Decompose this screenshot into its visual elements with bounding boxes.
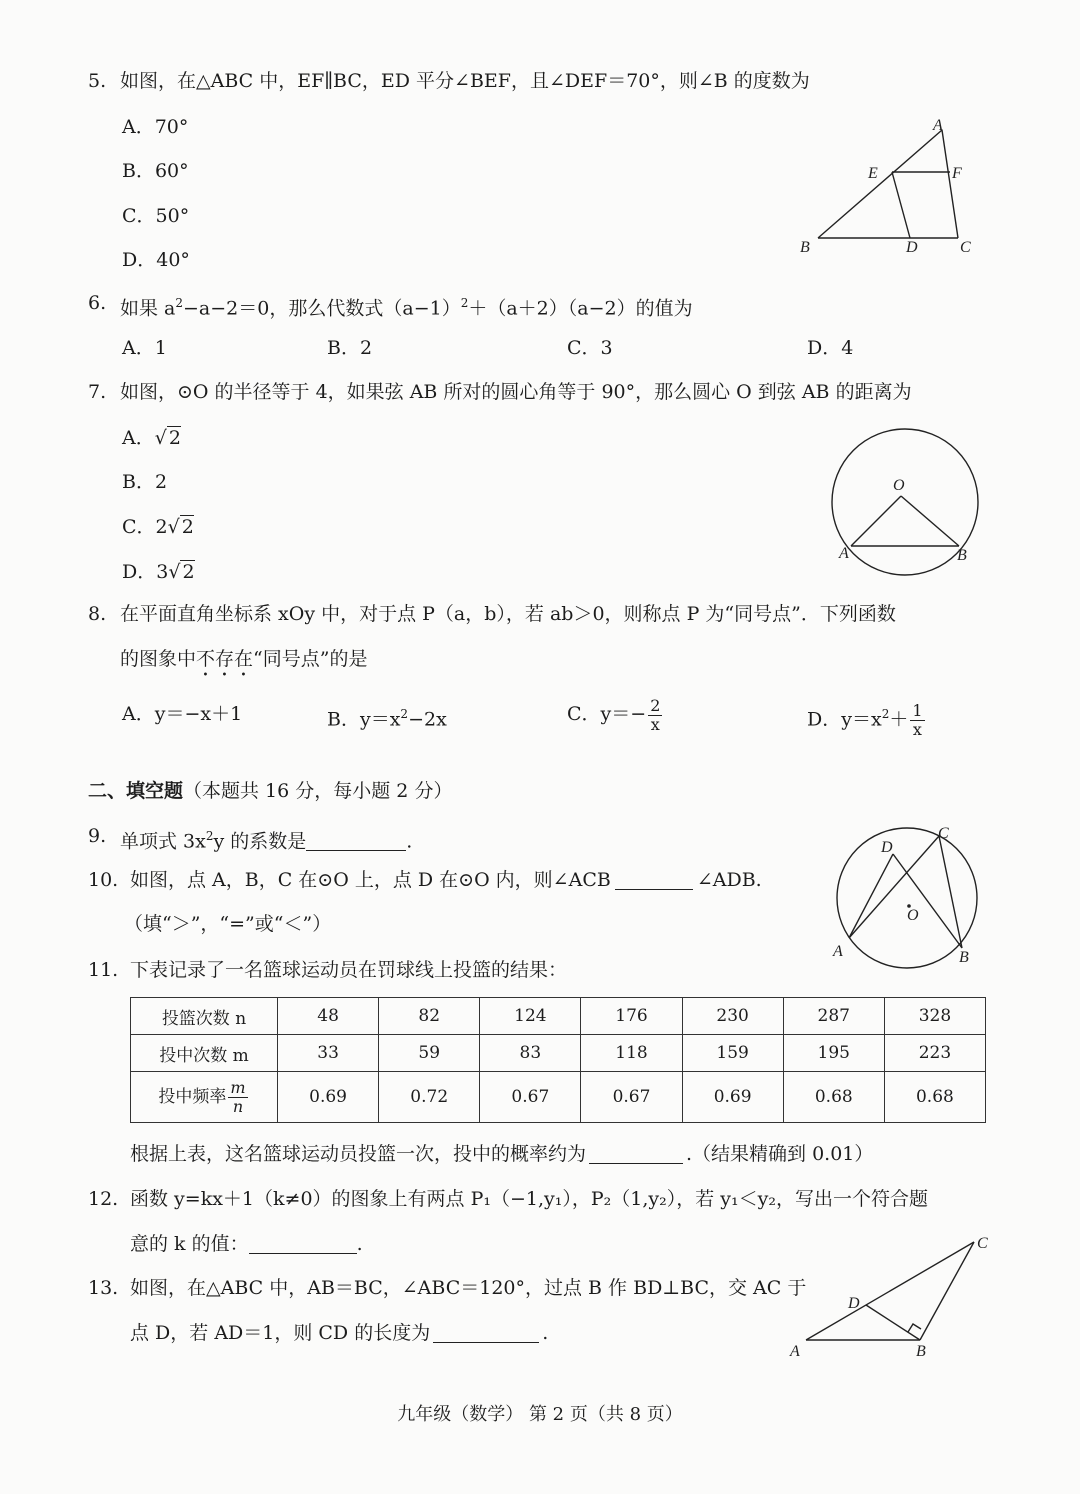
- q8-option-a: A．y＝−x＋1: [122, 703, 243, 725]
- q10-label-b: B: [959, 949, 969, 966]
- q5-label-b: B: [800, 239, 810, 256]
- q6-stem: [120, 290, 693, 321]
- table-cell: 33: [278, 1035, 379, 1072]
- q7-label-o: O: [893, 477, 905, 494]
- q9-answer-blank[interactable]: [306, 830, 406, 851]
- q10-label-c: C: [938, 825, 949, 842]
- q8-option-d-pre: D．y＝x: [807, 708, 882, 731]
- q10-circle-figure: [825, 816, 995, 976]
- q5-label-c: C: [960, 239, 971, 256]
- q13-line2-post: .: [542, 1322, 549, 1344]
- q8-stem-line1: 在平面直角坐标系 xOy 中，对于点 P（a，b），若 ab＞0，则称点 P 为“同号点”．下列函数: [120, 603, 896, 625]
- q10-line2: （填“＞”，“=”或“＜”）: [124, 913, 332, 935]
- q7-circle-figure: [825, 428, 995, 578]
- q11-stem: 下表记录了一名篮球运动员在罚球线上投篮的结果：: [130, 959, 568, 981]
- table-cell: 159: [682, 1035, 783, 1072]
- q10-label-d: D: [881, 839, 893, 856]
- section-note: （本题共 16 分，每小题 2 分）: [183, 780, 453, 802]
- q5-option-d: D．40°: [122, 249, 190, 271]
- q7-option-c: C．2√ 2: [122, 516, 194, 538]
- q13-label-a: A: [790, 1343, 800, 1360]
- q13-label-d: D: [848, 1295, 860, 1312]
- q8-option-c-den: x: [650, 714, 660, 734]
- q12-line1: 函数 y=kx＋1（k≠0）的图象上有两点 P₁（−1,y₁），P₂（1,y₂），若 y₁＜y₂，写出一个符合题: [130, 1188, 928, 1210]
- q10-label-a: A: [833, 943, 843, 960]
- q6-stem-post: ＋（a＋2）（a−2）的值为: [468, 297, 693, 320]
- table-row-shots: [131, 998, 986, 1035]
- table-cell: 328: [884, 998, 985, 1035]
- q13-label-b: B: [916, 1343, 926, 1360]
- q12-number: 12.: [88, 1188, 119, 1210]
- q8-option-c: [567, 692, 664, 736]
- q7-option-b: B．2: [122, 471, 168, 493]
- table-header-rates-fraction: [228, 1079, 247, 1116]
- q8-stem-line2-pre: 的图象中: [120, 648, 197, 670]
- table-header-rates-label: 投中频率: [158, 1086, 227, 1107]
- q11-number: 11.: [88, 959, 119, 981]
- table-cell: 118: [581, 1035, 682, 1072]
- q7-option-c-radicand: 2: [181, 516, 194, 538]
- q13-line2-pre: 点 D，若 AD＝1，则 CD 的长度为: [130, 1322, 431, 1344]
- q5-option-a: A．70°: [122, 116, 189, 138]
- q7-stem: 如图，⊙O 的半径等于 4，如果弦 AB 所对的圆心角等于 90°，那么圆心 O 到弦 AB 的距离为: [120, 381, 912, 403]
- q6-stem-mid: −a−2＝0，那么代数式（a−1）: [183, 297, 461, 320]
- q6-stem-pre: 如果 a: [120, 297, 176, 320]
- q10-stem: [130, 867, 762, 893]
- q8-option-b-post: −2x: [408, 708, 447, 731]
- q10-stem-post: ∠ADB.: [696, 869, 762, 891]
- table-cell: 124: [480, 998, 581, 1035]
- q13-line1: 如图，在△ABC 中，AB＝BC，∠ABC＝120°，过点 B 作 BD⊥BC，交 AC 于: [130, 1277, 807, 1299]
- table-header-rates: [131, 1072, 278, 1123]
- table-cell: 0.72: [379, 1072, 480, 1123]
- q8-number: 8.: [88, 603, 107, 625]
- table-cell: 82: [379, 998, 480, 1035]
- table-row-rates: [131, 1072, 986, 1123]
- q5-triangle-figure: [790, 110, 990, 260]
- q11-frequency-table: [130, 997, 986, 1123]
- q8-option-d: [807, 692, 927, 741]
- q7-option-d: D．3√ 2: [122, 561, 195, 583]
- table-cell: 0.67: [581, 1072, 682, 1123]
- q6-stem-sup2: 2: [460, 296, 469, 310]
- q8-option-d-sup: 2: [881, 707, 890, 721]
- table-cell: 0.67: [480, 1072, 581, 1123]
- q8-option-c-pre: C．y＝−: [567, 703, 647, 725]
- q7-option-a: A．√ 2: [122, 427, 181, 449]
- table-cell: 48: [278, 998, 379, 1035]
- q10-number: 10.: [88, 869, 119, 891]
- q5-option-b: B．60°: [122, 160, 189, 182]
- table-cell: 0.69: [278, 1072, 379, 1123]
- q6-number: 6.: [88, 292, 107, 314]
- q7-option-a-prefix: A．: [122, 427, 155, 449]
- q13-label-c: C: [977, 1235, 988, 1252]
- q6-option-b: B．2: [327, 337, 373, 359]
- q8-option-b: [327, 701, 447, 732]
- q7-option-c-prefix: C．2: [122, 516, 168, 538]
- table-cell: 59: [379, 1035, 480, 1072]
- q10-answer-blank[interactable]: [615, 869, 693, 890]
- table-cell: 0.69: [682, 1072, 783, 1123]
- q7-option-d-prefix: D．3: [122, 561, 169, 583]
- q6-stem-sup1: 2: [175, 296, 184, 310]
- q8-option-d-den: x: [912, 719, 922, 739]
- q10-label-o: O: [907, 907, 919, 924]
- table-header-hits: 投中次数 m: [131, 1035, 278, 1072]
- q9-number: 9.: [88, 825, 107, 847]
- q8-option-b-sup: 2: [400, 707, 409, 721]
- q5-label-d: D: [906, 239, 918, 256]
- q5-label-a: A: [933, 117, 943, 134]
- q6-option-a: A．1: [122, 337, 167, 359]
- table-cell: 223: [884, 1035, 985, 1072]
- q11-answer-blank[interactable]: [589, 1143, 683, 1164]
- q5-stem: 如图，在△ABC 中，EF∥BC，ED 平分∠BEF，且∠DEF＝70°，则∠B 的度数为: [120, 70, 810, 92]
- q6-option-c: C．3: [567, 337, 613, 359]
- q7-number: 7.: [88, 381, 107, 403]
- q8-stem-line2-post: “同号点”的是: [253, 648, 368, 670]
- q9-stem-post: y 的系数是: [213, 830, 307, 853]
- q7-label-a: A: [839, 545, 849, 562]
- table-cell: 230: [682, 998, 783, 1035]
- q10-stem-pre: 如图，点 A，B，C 在⊙O 上，点 D 在⊙O 内，则∠ACB: [130, 869, 611, 891]
- q5-label-f: F: [952, 165, 962, 182]
- table-header-shots: 投篮次数 n: [131, 998, 278, 1035]
- table-row-hits: [131, 1035, 986, 1072]
- table-cell: 176: [581, 998, 682, 1035]
- q12-line2-post: .: [356, 1233, 363, 1255]
- q7-label-b: B: [957, 547, 967, 564]
- q8-option-b-pre: B．y＝x: [327, 708, 401, 731]
- q7-option-d-radicand: 2: [182, 561, 195, 583]
- q13-number: 13.: [88, 1277, 119, 1299]
- q9-stem: [120, 823, 412, 854]
- q8-option-c-num: 2: [650, 695, 661, 715]
- q12-line2: [130, 1231, 363, 1257]
- q8-option-d-num: 1: [912, 700, 923, 720]
- q8-stem-emphasis: 不存在: [196, 648, 254, 670]
- q5-option-c: C．50°: [122, 205, 190, 227]
- table-cell: 287: [783, 998, 884, 1035]
- table-cell: 195: [783, 1035, 884, 1072]
- q13-line2: [130, 1320, 548, 1346]
- q11-after: [130, 1141, 873, 1167]
- table-cell: 83: [480, 1035, 581, 1072]
- q13-triangle-figure: [780, 1228, 1000, 1363]
- q8-stem-line2: [120, 646, 367, 681]
- q8-option-d-fraction: [910, 702, 924, 739]
- q11-after-post: .（结果精确到 0.01）: [686, 1143, 874, 1165]
- q12-answer-blank[interactable]: [249, 1233, 357, 1254]
- q8-option-c-fraction: [648, 697, 662, 734]
- q11-after-pre: 根据上表，这名篮球运动员投篮一次，投中的概率约为: [130, 1143, 587, 1165]
- q9-stem-sup: 2: [205, 829, 214, 843]
- q9-end: .: [406, 830, 413, 853]
- q6-option-d: D．4: [807, 337, 854, 359]
- q8-option-d-mid: ＋: [889, 708, 909, 731]
- section-heading: [88, 778, 452, 804]
- table-cell: 0.68: [783, 1072, 884, 1123]
- q9-stem-pre: 单项式 3x: [120, 830, 206, 853]
- section-title: 二、填空题: [88, 780, 184, 802]
- freq-num: m: [230, 1077, 246, 1097]
- q7-option-a-radicand: 2: [168, 427, 181, 449]
- page-footer: 九年级（数学） 第 2 页（共 8 页）: [397, 1404, 683, 1425]
- q12-line2-pre: 意的 k 的值：: [130, 1233, 249, 1255]
- q5-label-e: E: [868, 165, 878, 182]
- q5-number: 5.: [88, 70, 107, 92]
- freq-den: n: [232, 1096, 244, 1116]
- table-cell: 0.68: [884, 1072, 985, 1123]
- q13-answer-blank[interactable]: [433, 1322, 539, 1343]
